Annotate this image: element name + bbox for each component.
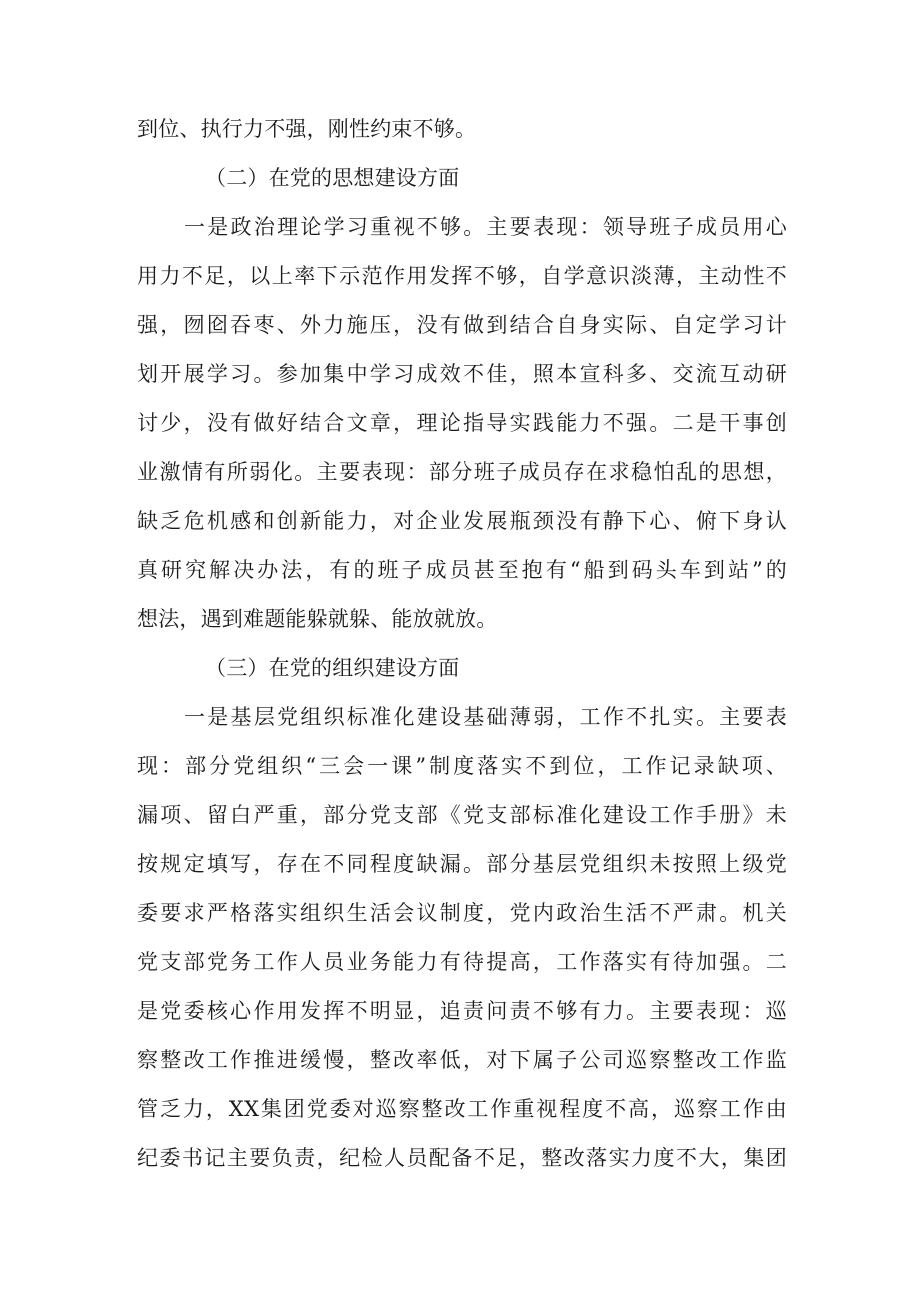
body-line: 真研究解决办法，有的班子成员甚至抱有“船到码头车到站”的 bbox=[137, 558, 787, 582]
body-line: 一是政治理论学习重视不够。主要表现：领导班子成员用心 bbox=[184, 215, 787, 239]
section-heading-ideology: （二）在党的思想建设方面 bbox=[205, 166, 460, 190]
body-line: 讨少，没有做好结合文章，理论指导实践能力不强。二是干事创 bbox=[137, 411, 787, 435]
body-line: 是党委核心作用发挥不明显，追责问责不够有力。主要表现：巡 bbox=[137, 999, 787, 1023]
body-line: 强，囫囵吞枣、外力施压，没有做到结合自身实际、自定学习计 bbox=[137, 313, 787, 337]
body-line: 纪委书记主要负责，纪检人员配备不足，整改落实力度不大，集团 bbox=[137, 1146, 787, 1170]
body-line: 用力不足，以上率下示范作用发挥不够，自学意识淡薄，主动性不 bbox=[137, 264, 787, 288]
body-line: 按规定填写，存在不同程度缺漏。部分基层党组织未按照上级党 bbox=[137, 852, 787, 876]
body-line: 业激情有所弱化。主要表现：部分班子成员存在求稳怕乱的思想， bbox=[137, 460, 787, 484]
body-line: 一是基层党组织标准化建设基础薄弱，工作不扎实。主要表 bbox=[184, 705, 787, 729]
body-line: 到位、执行力不强，刚性约束不够。 bbox=[137, 117, 477, 141]
body-line: 想法，遇到难题能躲就躲、能放就放。 bbox=[137, 607, 498, 631]
body-line: 缺乏危机感和创新能力，对企业发展瓶颈没有静下心、俯下身认 bbox=[137, 509, 787, 533]
body-line: 划开展学习。参加集中学习成效不佳，照本宣科多、交流互动研 bbox=[137, 362, 787, 386]
body-line: 察整改工作推进缓慢，整改率低，对下属子公司巡察整改工作监 bbox=[137, 1048, 787, 1072]
body-line: 现：部分党组织“三会一课”制度落实不到位，工作记录缺项、 bbox=[137, 754, 787, 778]
body-line: 漏项、留白严重，部分党支部《党支部标准化建设工作手册》未 bbox=[137, 803, 787, 827]
section-heading-organization: （三）在党的组织建设方面 bbox=[205, 656, 460, 680]
body-line: 党支部党务工作人员业务能力有待提高，工作落实有待加强。二 bbox=[137, 950, 787, 974]
body-line: 委要求严格落实组织生活会议制度，党内政治生活不严肃。机关 bbox=[137, 901, 787, 925]
body-line: 管乏力，XX集团党委对巡察整改工作重视程度不高，巡察工作由 bbox=[137, 1097, 787, 1121]
document-page bbox=[137, 105, 787, 1183]
